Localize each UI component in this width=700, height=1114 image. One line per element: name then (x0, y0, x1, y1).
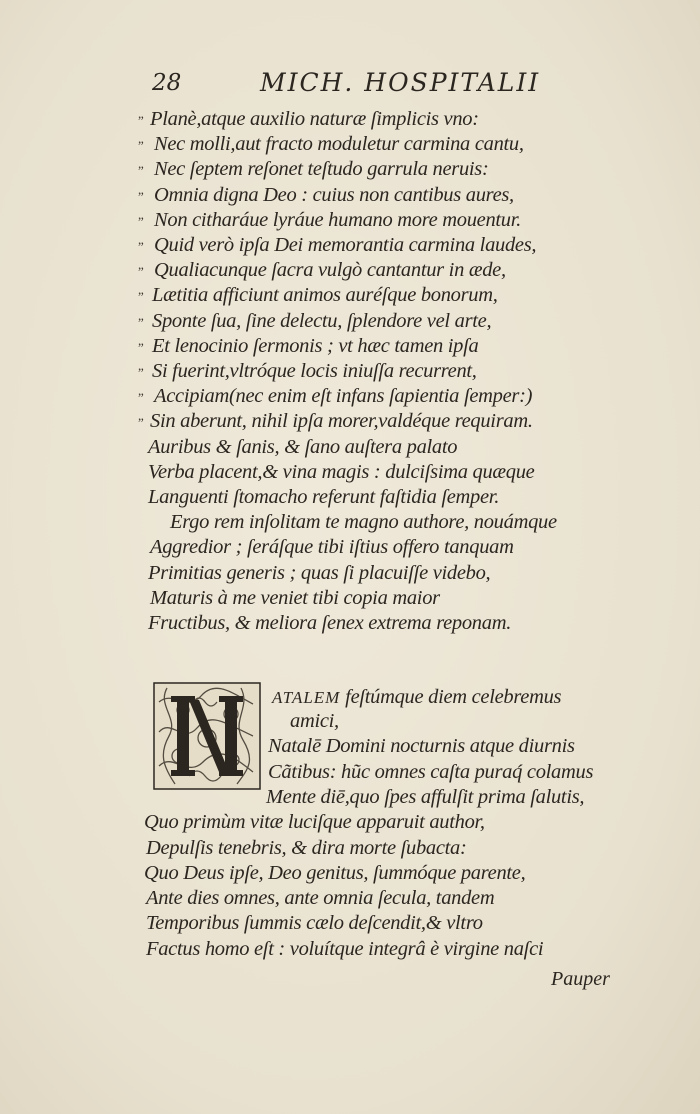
verse-line: Fructibus, & meliora ſenex extrema reponam. (148, 612, 512, 634)
verse-line: Lætitia afficiunt animos auréſque bonorum, (152, 284, 498, 307)
verse-line: Ergo rem inſolitam te magno authore, nouámque (170, 511, 557, 534)
quotation-mark: ” (138, 365, 144, 380)
stanza-2-first-line (272, 686, 561, 709)
ornament-initial-icon (153, 682, 261, 790)
quotation-mark: ” (138, 289, 144, 305)
quotation-mark: ” (138, 213, 144, 229)
verse-line: Quid verò ipſa Dei memorantia carmina laudes, (154, 234, 537, 256)
verse-line: Omnia digna Deo : cuius non cantibus aures, (154, 183, 514, 206)
verse-line: Temporibus ſummis cælo deſcendit,& vltro (146, 912, 483, 935)
quotation-mark: ” (138, 113, 144, 128)
quotation-mark: ” (138, 188, 144, 204)
page-number: 28 (152, 70, 182, 96)
quotation-mark: ” (138, 390, 144, 406)
verse-line: Natalē Domini nocturnis atque diurnis (268, 735, 575, 758)
page-header (152, 68, 572, 98)
verse-line: Mente diē,quo ſpes affulſit prima ſalutis, (266, 785, 585, 808)
catchword: Pauper (551, 968, 610, 990)
verse-line: Depulſis tenebris, & dira morte ſubacta: (146, 836, 467, 859)
quotation-mark: ” (138, 339, 144, 355)
verse-line: Cãtibus: hũc omnes caſta puraq́ colamus (268, 760, 594, 783)
running-head: MICH. HOSPITALII (260, 68, 541, 97)
quotation-mark: ” (138, 314, 144, 330)
verse-line: Languenti ſtomacho referunt faſtidia ſemper. (148, 486, 500, 508)
verse-line: Quo Deus ipſe, Deo genitus, ſummóque parente, (144, 861, 526, 884)
verse-line: Nec molli,aut fracto moduletur carmina cantu, (154, 133, 524, 156)
show-through-text (560, 100, 700, 1000)
quotation-mark: ” (138, 239, 144, 254)
small-caps-opening: ATALEM (272, 688, 341, 707)
quotation-mark: ” (138, 264, 144, 280)
verse-line: Aggredior ; ſeráſque tibi iſtius offero tanquam (150, 536, 514, 559)
verse-line: Sponte ſua, ſine delectu, ſplendore vel arte, (152, 309, 492, 332)
verse-line: Ante dies omnes, ante omnia ſecula, tandem (146, 887, 495, 910)
verse-line: Planè,atque auxilio naturæ ſimplicis vno: (150, 108, 479, 130)
verse-line: Non citharáue lyráue humano more mouentur. (154, 208, 521, 231)
verse-line: Primitias generis ; quas ſi placuiſſe videbo, (148, 561, 491, 584)
verse-line: amici, (290, 710, 339, 732)
opening-line-rest: feſtúmque diem celebremus (345, 686, 562, 708)
verse-line: Auribus & ſanis, & ſano auſtera palato (148, 435, 458, 458)
verse-line: Verba placent,& vina magis : dulciſsima quæque (148, 460, 535, 483)
verse-line: Nec ſeptem reſonet teſtudo garrula neruis: (154, 158, 489, 181)
verse-line: Et lenocinio ſermonis ; vt hæc tamen ipſa (152, 334, 479, 357)
verse-line: Si fuerint,vltróque locis iniuſſa recurrent, (152, 360, 477, 382)
verse-line: Qualiacunque ſacra vulgò cantantur in æde, (154, 259, 506, 282)
verse-line: Maturis à me veniet tibi copia maior (150, 586, 440, 609)
verse-line: Sin aberunt, nihil ipſa morer,valdéque requiram. (150, 410, 533, 433)
quotation-mark: ” (138, 138, 144, 154)
decorated-initial-n (153, 682, 261, 790)
quotation-mark: ” (138, 415, 144, 431)
verse-line: Accipiam(nec enim eſt infans ſapientia ſemper:) (154, 385, 533, 408)
verse-line: Quo primùm vitæ luciſque apparuit author, (144, 811, 485, 834)
verse-line: Factus homo eſt : voluítque integrâ è virgine naſci (146, 937, 544, 960)
quotation-mark: ” (138, 163, 144, 179)
